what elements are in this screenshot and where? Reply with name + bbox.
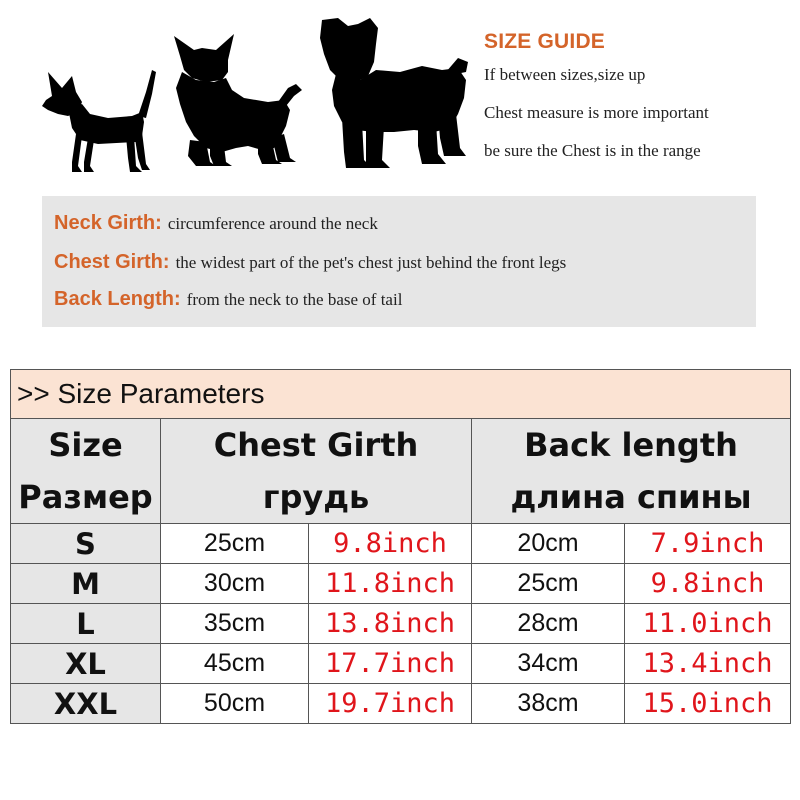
pug-silhouette-icon [318, 14, 470, 174]
definition-term: Neck Girth: [54, 212, 162, 234]
chest-cm-cell: 25cm [161, 524, 309, 564]
definition-text: circumference around the neck [167, 214, 378, 233]
yorkshire-terrier-silhouette-icon [166, 30, 314, 172]
table-row [11, 644, 791, 684]
chest-cm-cell: 45cm [161, 644, 309, 684]
back-cm-cell: 20cm [472, 524, 625, 564]
chest-inch-cell: 11.8inch [309, 564, 472, 604]
chihuahua-silhouette-icon [38, 62, 160, 174]
measurement-definitions [42, 196, 756, 327]
header-size-ru: Размер [18, 478, 153, 516]
back-inch-cell: 9.8inch [625, 564, 791, 604]
header-chest-ru: грудь [262, 478, 370, 516]
definition-text: the widest part of the pet's chest just behind the front legs [175, 253, 567, 272]
definition-back-length [54, 288, 402, 311]
header-back-ru: длина спины [510, 478, 752, 516]
header-size-en: Size [48, 426, 123, 464]
table-title: >> Size Parameters [11, 370, 791, 419]
table-row [11, 604, 791, 644]
header-chest-girth [161, 419, 472, 524]
definition-term: Back Length: [54, 288, 181, 310]
size-guide [484, 30, 784, 178]
back-cm-cell: 25cm [472, 564, 625, 604]
definition-neck-girth [54, 212, 378, 235]
size-cell: XL [11, 644, 161, 684]
size-cell: S [11, 524, 161, 564]
chest-cm-cell: 30cm [161, 564, 309, 604]
size-guide-tip: If between sizes,size up [484, 65, 646, 84]
back-cm-cell: 38cm [472, 684, 625, 724]
back-inch-cell: 11.0inch [625, 604, 791, 644]
size-guide-tip: Chest measure is more important [484, 103, 709, 122]
chest-inch-cell: 17.7inch [309, 644, 472, 684]
size-cell: XXL [11, 684, 161, 724]
back-inch-cell: 7.9inch [625, 524, 791, 564]
chest-inch-cell: 9.8inch [309, 524, 472, 564]
chest-inch-cell: 13.8inch [309, 604, 472, 644]
header-chest-en: Chest Girth [213, 426, 419, 464]
back-cm-cell: 34cm [472, 644, 625, 684]
definition-chest-girth [54, 251, 566, 274]
size-guide-title: SIZE GUIDE [484, 30, 606, 53]
back-inch-cell: 13.4inch [625, 644, 791, 684]
back-cm-cell: 28cm [472, 604, 625, 644]
definition-text: from the neck to the base of tail [186, 290, 403, 309]
header-back-en: Back length [524, 426, 738, 464]
chest-cm-cell: 50cm [161, 684, 309, 724]
table-row [11, 684, 791, 724]
table-row [11, 564, 791, 604]
header-back-length [472, 419, 791, 524]
chest-cm-cell: 35cm [161, 604, 309, 644]
size-cell: M [11, 564, 161, 604]
size-parameters-table [10, 369, 791, 724]
back-inch-cell: 15.0inch [625, 684, 791, 724]
header-size [11, 419, 161, 524]
definition-term: Chest Girth: [54, 251, 170, 273]
size-guide-tip: be sure the Chest is in the range [484, 141, 701, 160]
table-row [11, 524, 791, 564]
chest-inch-cell: 19.7inch [309, 684, 472, 724]
size-cell: L [11, 604, 161, 644]
